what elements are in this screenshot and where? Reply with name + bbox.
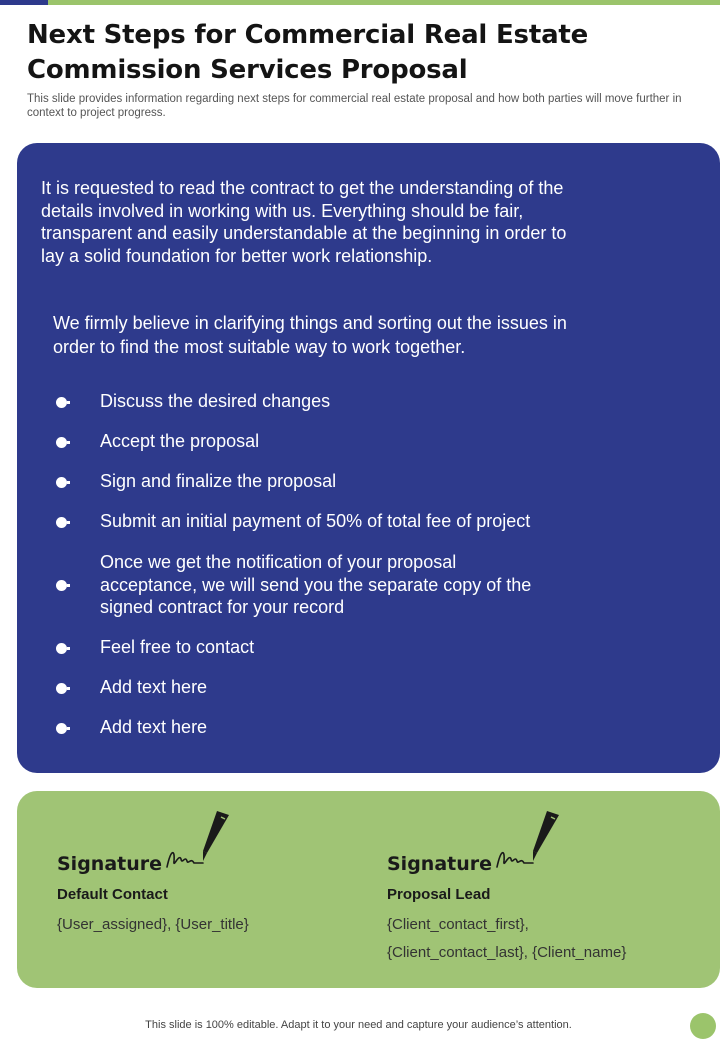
steps-list (17, 143, 720, 773)
signature-role: Proposal Lead (387, 886, 491, 903)
list-item-text: Add text here (100, 677, 208, 697)
signature-title: Signature (57, 853, 163, 875)
page-subtitle: This slide provides information regarding next steps for commercial real estate proposal and how both parties will move further in context to project progress. (27, 93, 682, 119)
pen-signature-icon (493, 809, 563, 871)
bullet-icon (56, 723, 67, 734)
bullet-icon (56, 477, 67, 488)
top-accent-bar-green (48, 0, 720, 5)
signature-role: Default Contact (57, 886, 168, 903)
bullet-icon (56, 437, 67, 448)
belief-paragraph: We firmly believe in clarifying things and sorting out the issues in order to find the most suitable way to work together. (53, 313, 567, 357)
list-item-text: Once we get the notification of your proposal acceptance, we will send you the separate copy of the signed contract for your record (100, 552, 532, 617)
signature-panel (17, 791, 720, 988)
list-item-text: Accept the proposal (100, 431, 260, 451)
bullet-icon (56, 683, 67, 694)
signature-block-default-contact (57, 791, 377, 988)
signature-block-proposal-lead (387, 791, 707, 988)
list-item-text: Discuss the desired changes (100, 391, 331, 411)
list-item-text: Sign and finalize the proposal (100, 471, 337, 491)
list-item-text: Feel free to contact (100, 637, 255, 657)
corner-accent-dot (690, 1013, 716, 1039)
bullet-icon (56, 643, 67, 654)
bullet-icon (56, 517, 67, 528)
bullet-icon (56, 397, 67, 408)
signature-detail: {User_assigned}, {User_title} (57, 916, 249, 933)
top-accent-bar-blue (0, 0, 48, 5)
list-item-text: Add text here (100, 717, 208, 737)
pen-signature-icon (163, 809, 233, 871)
signature-detail: {Client_contact_last}, {Client_name} (387, 944, 627, 961)
footer-note: This slide is 100% editable. Adapt it to your need and capture your audience’s attention. (145, 1019, 572, 1031)
signature-title: Signature (387, 853, 493, 875)
intro-paragraph: It is requested to read the contract to get the understanding of the details involved in working with us. Everything should be fair, transparent and easily understandable at the beginning in order to lay a solid foundation for better work relationship. (41, 178, 567, 266)
page-title: Next Steps for Commercial Real Estate Commission Services Proposal (27, 20, 589, 85)
bullet-icon (56, 580, 67, 591)
signature-detail: {Client_contact_first}, (387, 916, 529, 933)
list-item-text: Submit an initial payment of 50% of total fee of project (100, 511, 531, 531)
next-steps-panel (17, 143, 720, 773)
